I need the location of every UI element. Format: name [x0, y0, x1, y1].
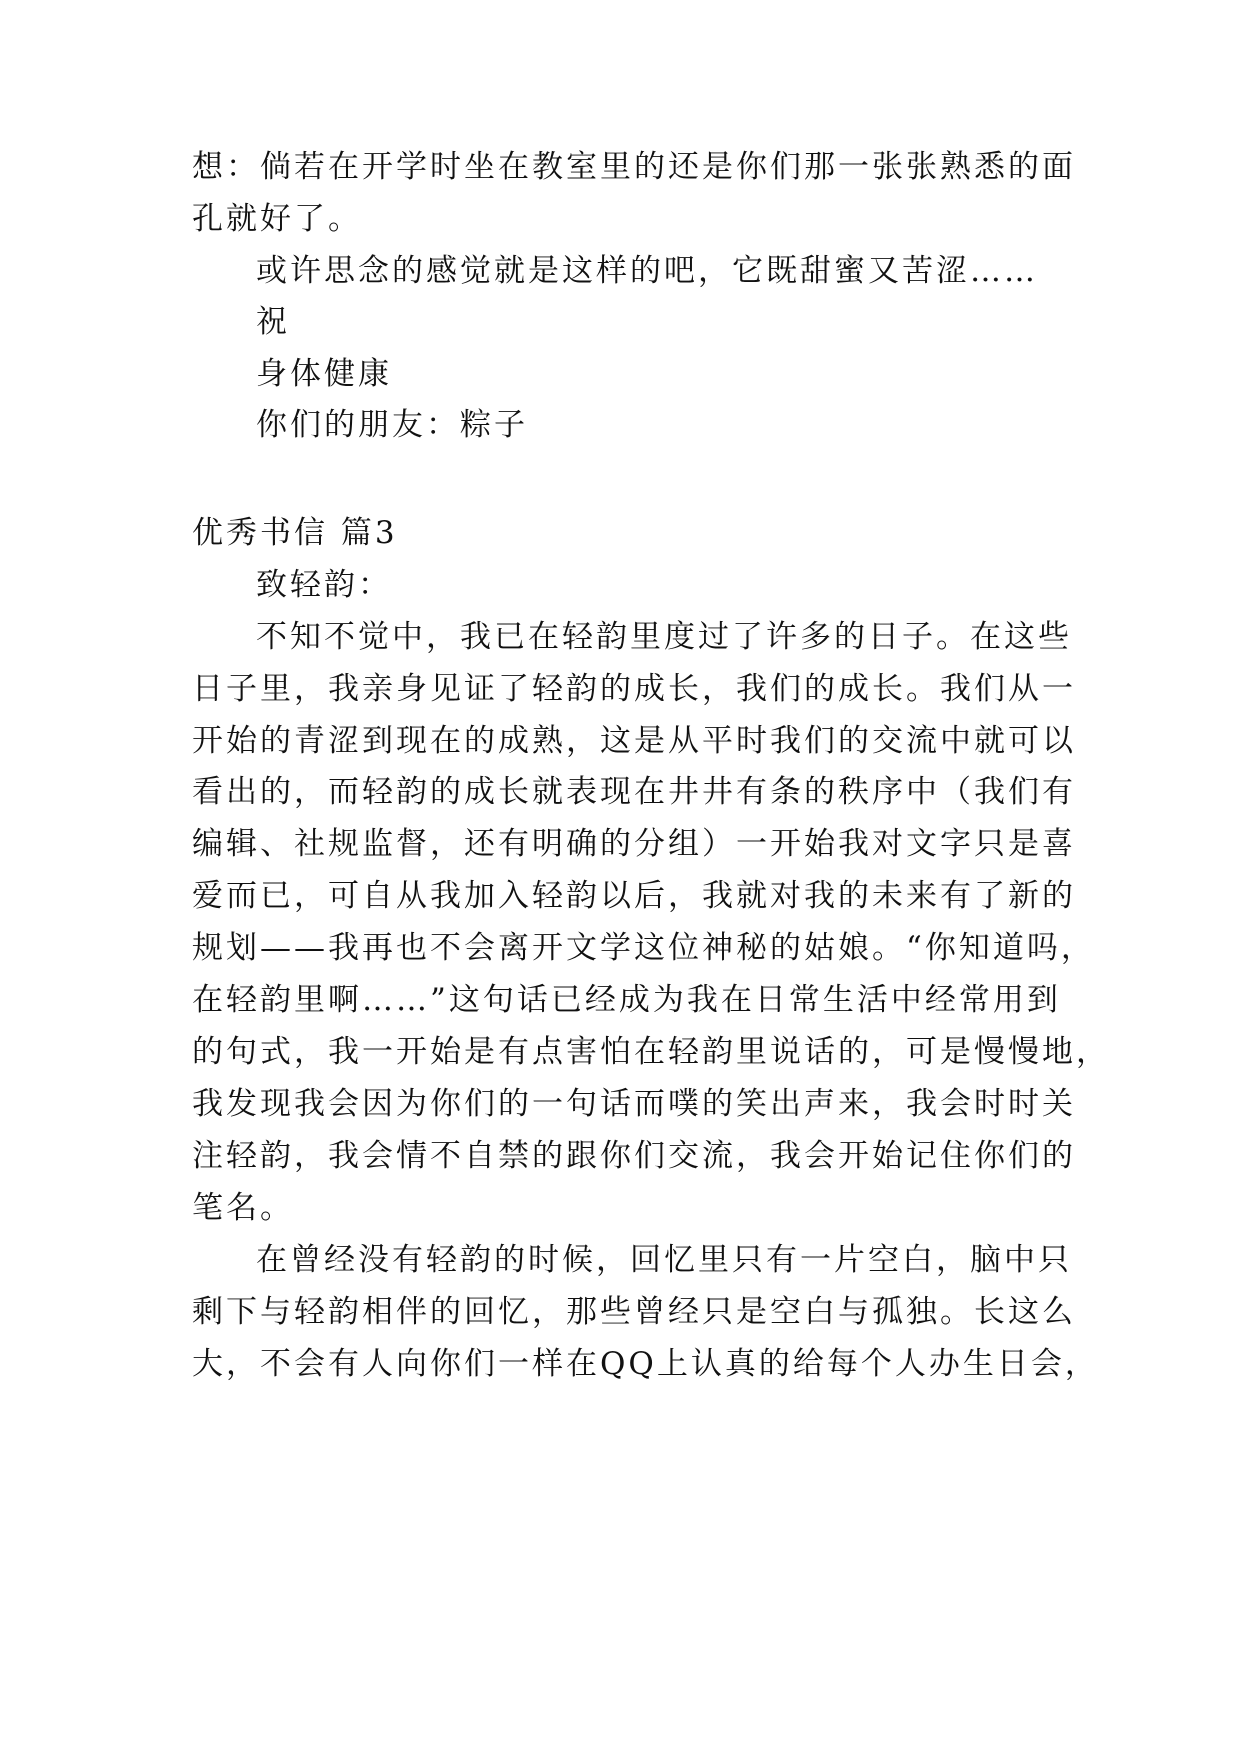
text-line: 大，不会有人向你们一样在QQ上认真的给每个人办生日会， — [192, 1346, 1099, 1382]
text-line: 剩下与轻韵相伴的回忆，那些曾经只是空白与孤独。长这么 — [192, 1294, 1076, 1330]
text-line: 想：倘若在开学时坐在教室里的还是你们那一张张熟悉的面 — [192, 149, 1076, 185]
text-line: 我发现我会因为你们的一句话而噗的笑出声来，我会时时关 — [192, 1086, 1076, 1122]
text-line: 编辑、社规监督，还有明确的分组）一开始我对文字只是喜 — [192, 826, 1076, 862]
salutation: 致轻韵： — [256, 567, 392, 603]
text-line: 看出的，而轻韵的成长就表现在井井有条的秩序中（我们有 — [192, 774, 1076, 810]
closing-wish: 祝 — [256, 304, 290, 340]
text-line: 的句式，我一开始是有点害怕在轻韵里说话的，可是慢慢地， — [192, 1034, 1110, 1070]
text-line: 或许思念的感觉就是这样的吧，它既甜蜜又苦涩…… — [256, 253, 1038, 289]
text-line: 在曾经没有轻韵的时候，回忆里只有一片空白，脑中只 — [256, 1242, 1072, 1278]
text-line: 注轻韵，我会情不自禁的跟你们交流，我会开始记住你们的 — [192, 1138, 1076, 1174]
signature: 你们的朋友：粽子 — [256, 407, 528, 443]
section-title: 优秀书信 篇3 — [192, 515, 398, 551]
text-line: 孔就好了。 — [192, 201, 362, 237]
text-line: 不知不觉中，我已在轻韵里度过了许多的日子。在这些 — [256, 619, 1072, 655]
text-line: 在轻韵里啊……”这句话已经成为我在日常生活中经常用到 — [192, 982, 1061, 1018]
closing-wish: 身体健康 — [256, 356, 392, 392]
text-line: 日子里，我亲身见证了轻韵的成长，我们的成长。我们从一 — [192, 671, 1076, 707]
text-line: 开始的青涩到现在的成熟，这是从平时我们的交流中就可以 — [192, 723, 1076, 759]
text-line: 爱而已，可自从我加入轻韵以后，我就对我的未来有了新的 — [192, 878, 1076, 914]
text-line: 笔名。 — [192, 1190, 294, 1226]
text-line: 规划——我再也不会离开文学这位神秘的姑娘。“你知道吗， — [192, 930, 1095, 966]
